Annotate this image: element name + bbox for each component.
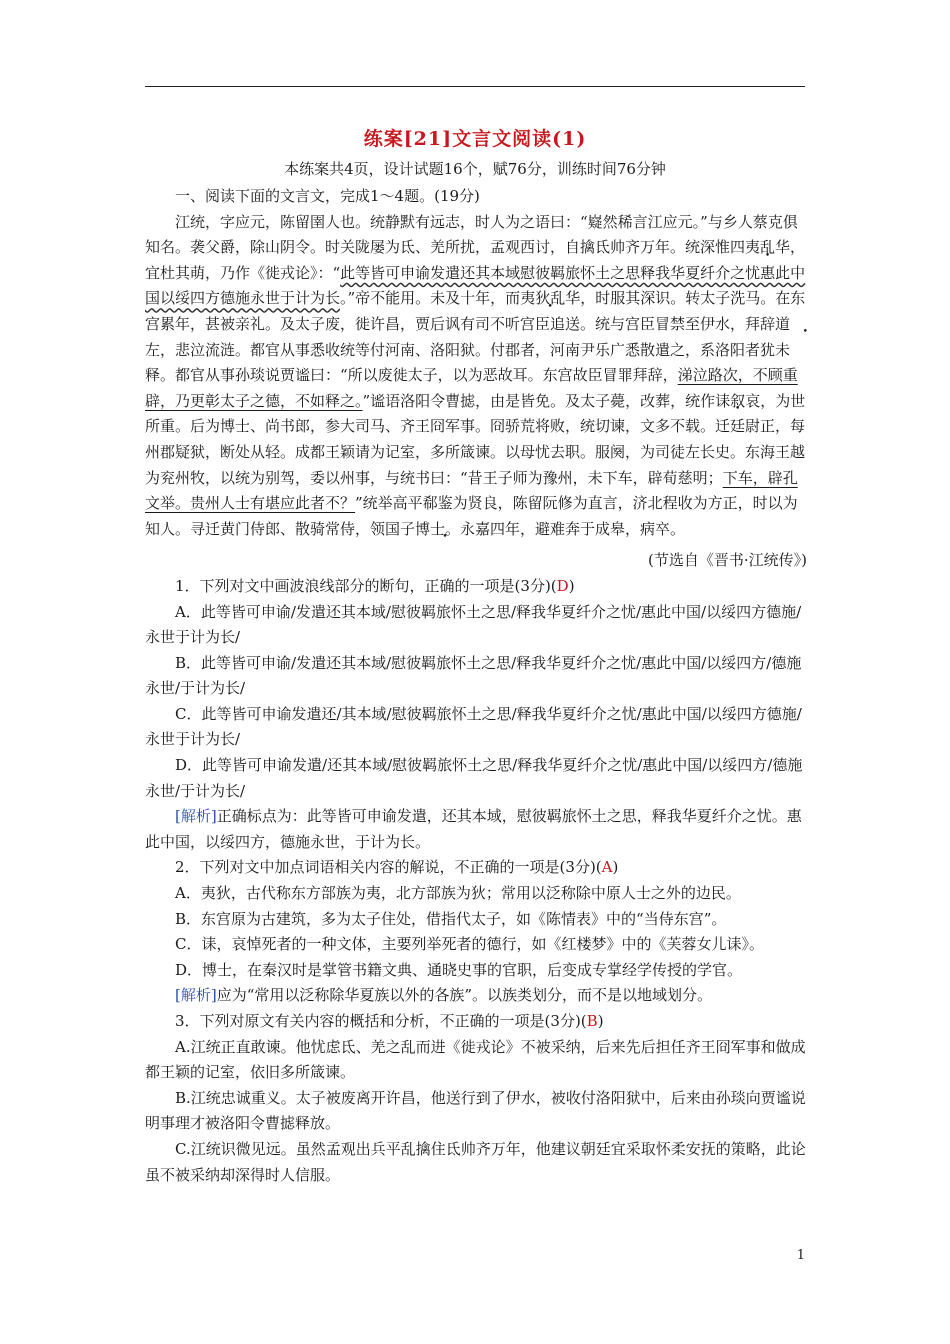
document-body [145, 184, 807, 1188]
question-1-option-d: D．此等皆可申谕发遣/还其本域/慰彼羁旅怀土之思/释我华夏纤介之忧/惠此中国/以绥四方/德施永世/于计为长/ [145, 756, 803, 800]
passage-source: (节选自《晋书·江统传》) [648, 551, 807, 570]
question-3-option-b: B.江统忠诚重义。太子被废离开许昌，他送行到了伊水，被收付洛阳狱中，后来由孙琰向贾谧说明事理才被洛阳令曹摅释放。 [145, 1088, 806, 1133]
page-title: 练案[21]文言文阅读(1) [363, 128, 587, 150]
analysis-tag: [解析] [175, 807, 217, 826]
question-2-option-b: B．东宫原为古建筑，多为太子住处，借指代太子，如《陈情表》中的“当侍东宫”。 [175, 909, 727, 928]
question-stem-close: ) [597, 1012, 604, 1030]
dotted-word: 博士 [415, 519, 446, 538]
question-1-option-c: C．此等皆可申谕发遣还/其本域/慰彼羁旅怀土之思/释我华夏纤介之忧/惠此中国/以绥四方德施/永世于计为长/ [145, 704, 802, 749]
page-subtitle: 本练案共4页，设计试题16个，赋76分，训练时间76分钟 [284, 160, 666, 178]
question-stem-close: ) [612, 858, 619, 877]
question-3-option-a: A.江统正直敢谏。他忧虑氐、羌之乱而进《徙戎论》不被采纳，后来先后担任齐王冏军事和做成都王颖的记室，依旧多所箴谏。 [145, 1037, 806, 1082]
question-3-option-c: C.江统识微见远。虽然孟观出兵平乱擒住氐帅齐万年，他建议朝廷宜采取怀柔安抚的策略，此论虽不被采纳却深得时人信服。 [145, 1139, 806, 1184]
question-1-option-a: A．此等皆可申谕/发遣还其本域/慰彼羁旅怀土之思/释我华夏纤介之忧/惠此中国/以绥四方德施/永世于计为长/ [145, 602, 802, 647]
passage-text: 。”帝不能用。未及十年，而 [340, 289, 521, 308]
question-1-answer: D [556, 576, 569, 595]
dotted-word: 东宫 [145, 289, 806, 333]
section-heading: 一、阅读下面的文言文，完成1～4题。(19分) [175, 187, 480, 205]
passage-text: 乱华，宜杜其萌，乃作《徙戎论》：“ [145, 238, 806, 282]
question-stem-close: ) [568, 576, 575, 595]
passage-text: 叙哀，为世所重。后为博士、尚书郎，参大司马、齐王冏军事。冏骄荒将败，统切谏，文多不载。迁廷尉正，每州郡疑狱，断处从轻。成都王颖请为记室，多所箴谏。以母忧去职。服阕，为司徒左长史。东海王越为兖州牧，以统为别驾，委以州事，与统书曰：“昔王子师为豫州，未下车，辟荀慈明； [145, 391, 806, 487]
question-2-option-a: A．夷狄，古代称东方部族为夷，北方部族为狄；常用以泛称除中原人士之外的边民。 [175, 884, 741, 903]
question-2-option-c: C．诔，哀悼死者的一种文体，主要列举死者的德行，如《红楼梦》中的《芙蓉女儿诔》。 [175, 935, 764, 954]
question-1-option-b: B．此等皆可申谕/发遣还其本域/慰彼羁旅怀土之思/释我华夏纤介之忧/惠此中国/以绥四方/德施永世/于计为长/ [145, 653, 802, 698]
dotted-word: 诔 [715, 391, 731, 410]
question-2-answer: A [601, 858, 613, 877]
question-stem-text: 2．下列对文中加点词语相关内容的解说，不正确的一项是(3分)( [175, 858, 602, 877]
question-2-analysis [145, 983, 807, 1009]
page-number: 1 [796, 1248, 805, 1263]
analysis-tag: [解析] [175, 986, 217, 1005]
question-1-analysis [145, 804, 807, 855]
underlined-sentence-2: 下车，辟孔文举。贵州人士有堪应此者不？ [145, 468, 798, 513]
passage-text: 乱华，时服其深识。转太子洗马。在 [550, 289, 791, 308]
analysis-text: 正确标点为：此等皆可申谕发遣，还其本域，慰彼羁旅怀土之思，释我华夏纤介之忧。惠此中国，以绥四方，德施永世，于计为长。 [145, 807, 802, 851]
question-stem-text: 1．下列对文中画波浪线部分的断句，正确的一项是(3分)( [175, 576, 557, 595]
dotted-word: 夷狄 [520, 289, 551, 308]
question-stem-text: 3．下列对原文有关内容的概括和分析，不正确的一项是(3分)( [175, 1012, 587, 1030]
wavy-underlined-text: 此等皆可申谕发遣还其本域慰彼羁旅怀土之思释我华夏纤介之忧惠此中国以绥四方德施永世于计为长 [145, 263, 806, 308]
question-1-stem [145, 574, 807, 600]
question-2-stem [145, 855, 807, 881]
passage-text: 江统，字应元，陈留圉人也。统静默有远志，时人为之语曰：“嶷然稀言江应元。”与乡人蔡克俱知名。袭父爵，除山阴令。时关陇屡为氐、羌所扰，孟观西讨，自擒氐帅齐万年。统深惟四 [145, 212, 798, 257]
passage-text: 累年，甚被亲礼。及太子废，徙许昌，贾后讽有司不听宫臣追送。统与宫臣冒禁至伊水，拜辞道左，悲泣流涟。都官从事悉收统等付河南、洛阳狱。付郡者，河南尹乐广悉散遣之，系洛阳者犹未释。都官从事孙琰说贾谧曰：“所以废徙太子，以为恶故耳。东宫故臣冒罪拜辞， [145, 314, 791, 385]
passage-text: ”统举高平郗鉴为贤良，陈留阮修为直言，济北程收为方正，时以为知人。寻迁黄门侍郎、散骑常侍，领国子 [145, 494, 798, 538]
question-3-stem [145, 1009, 807, 1035]
analysis-text: 应为“常用以泛称除华夏族以外的各族”。以族类划分，而不是以地域划分。 [216, 986, 713, 1005]
question-2-option-d: D．博士，在秦汉时是掌管书籍文典、通晓史事的官职，后变成专掌经学传授的学官。 [175, 960, 743, 979]
passage-text: 。永嘉四年，避难奔于成皋，病卒。 [445, 519, 686, 538]
header-rule [145, 86, 805, 87]
underlined-sentence-1: 涕泣路次，不顾重辟，乃更彰太子之德，不如释之。 [145, 366, 798, 410]
passage [145, 210, 807, 543]
question-3-answer: B [586, 1012, 598, 1030]
dotted-word: 夷 [745, 238, 761, 257]
passage-text: ”谧语洛阳令曹摅，由是皆免。及太子薨，改葬，统作 [362, 391, 716, 410]
